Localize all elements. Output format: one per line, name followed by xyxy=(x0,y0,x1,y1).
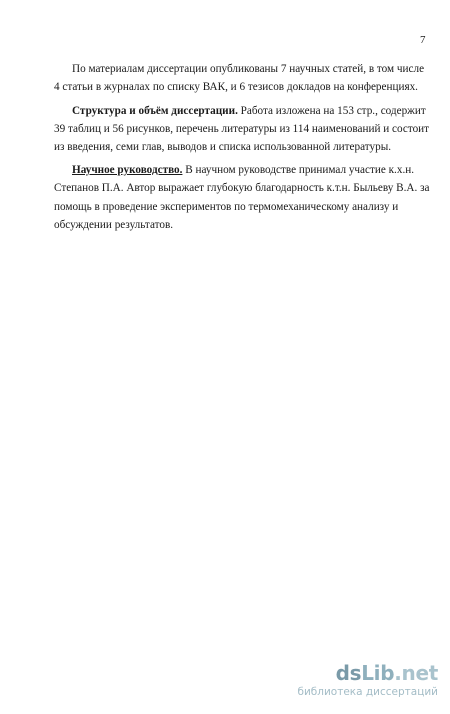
paragraph-2-line-1 xyxy=(72,104,426,118)
paragraph-3-line-4: обсуждении результатов. xyxy=(54,219,174,231)
paragraph-1-line-2: 4 статьи в журналах по списку ВАК, и 6 тезисов докладов на конференциях. xyxy=(54,81,418,93)
paragraph-1-line-1: По материалам диссертации опубликованы 7 научных статей, в том числе xyxy=(72,63,425,75)
structure-text: Работа изложена на 153 стр., содержит xyxy=(237,105,426,117)
dslib-logo: dsLib.net xyxy=(335,661,438,685)
paragraph-2-line-2: 39 таблиц и 56 рисунков, перечень литературы из 114 наименований и состоит xyxy=(54,123,430,135)
paragraph-3-line-1 xyxy=(72,163,414,177)
paragraph-3-line-3: помощь в проведение экспериментов по термомеханическому анализу и xyxy=(54,201,399,213)
supervision-text: В научном руководстве принимал участие к.х.н. xyxy=(182,164,415,176)
paragraph-2-line-3: из введения, семи глав, выводов и списка использованной литературы. xyxy=(54,141,392,153)
page-number: 7 xyxy=(420,34,426,46)
dslib-watermark xyxy=(288,662,438,699)
structure-heading: Структура и объём диссертации. xyxy=(72,105,238,117)
paragraph-3-line-2: Степанов П.А. Автор выражает глубокую благодарность к.т.н. Быльеву В.А. за xyxy=(54,182,430,194)
watermark-subtitle: библиотека диссертаций xyxy=(297,686,438,698)
supervision-heading: Научное руководство. xyxy=(72,164,183,176)
